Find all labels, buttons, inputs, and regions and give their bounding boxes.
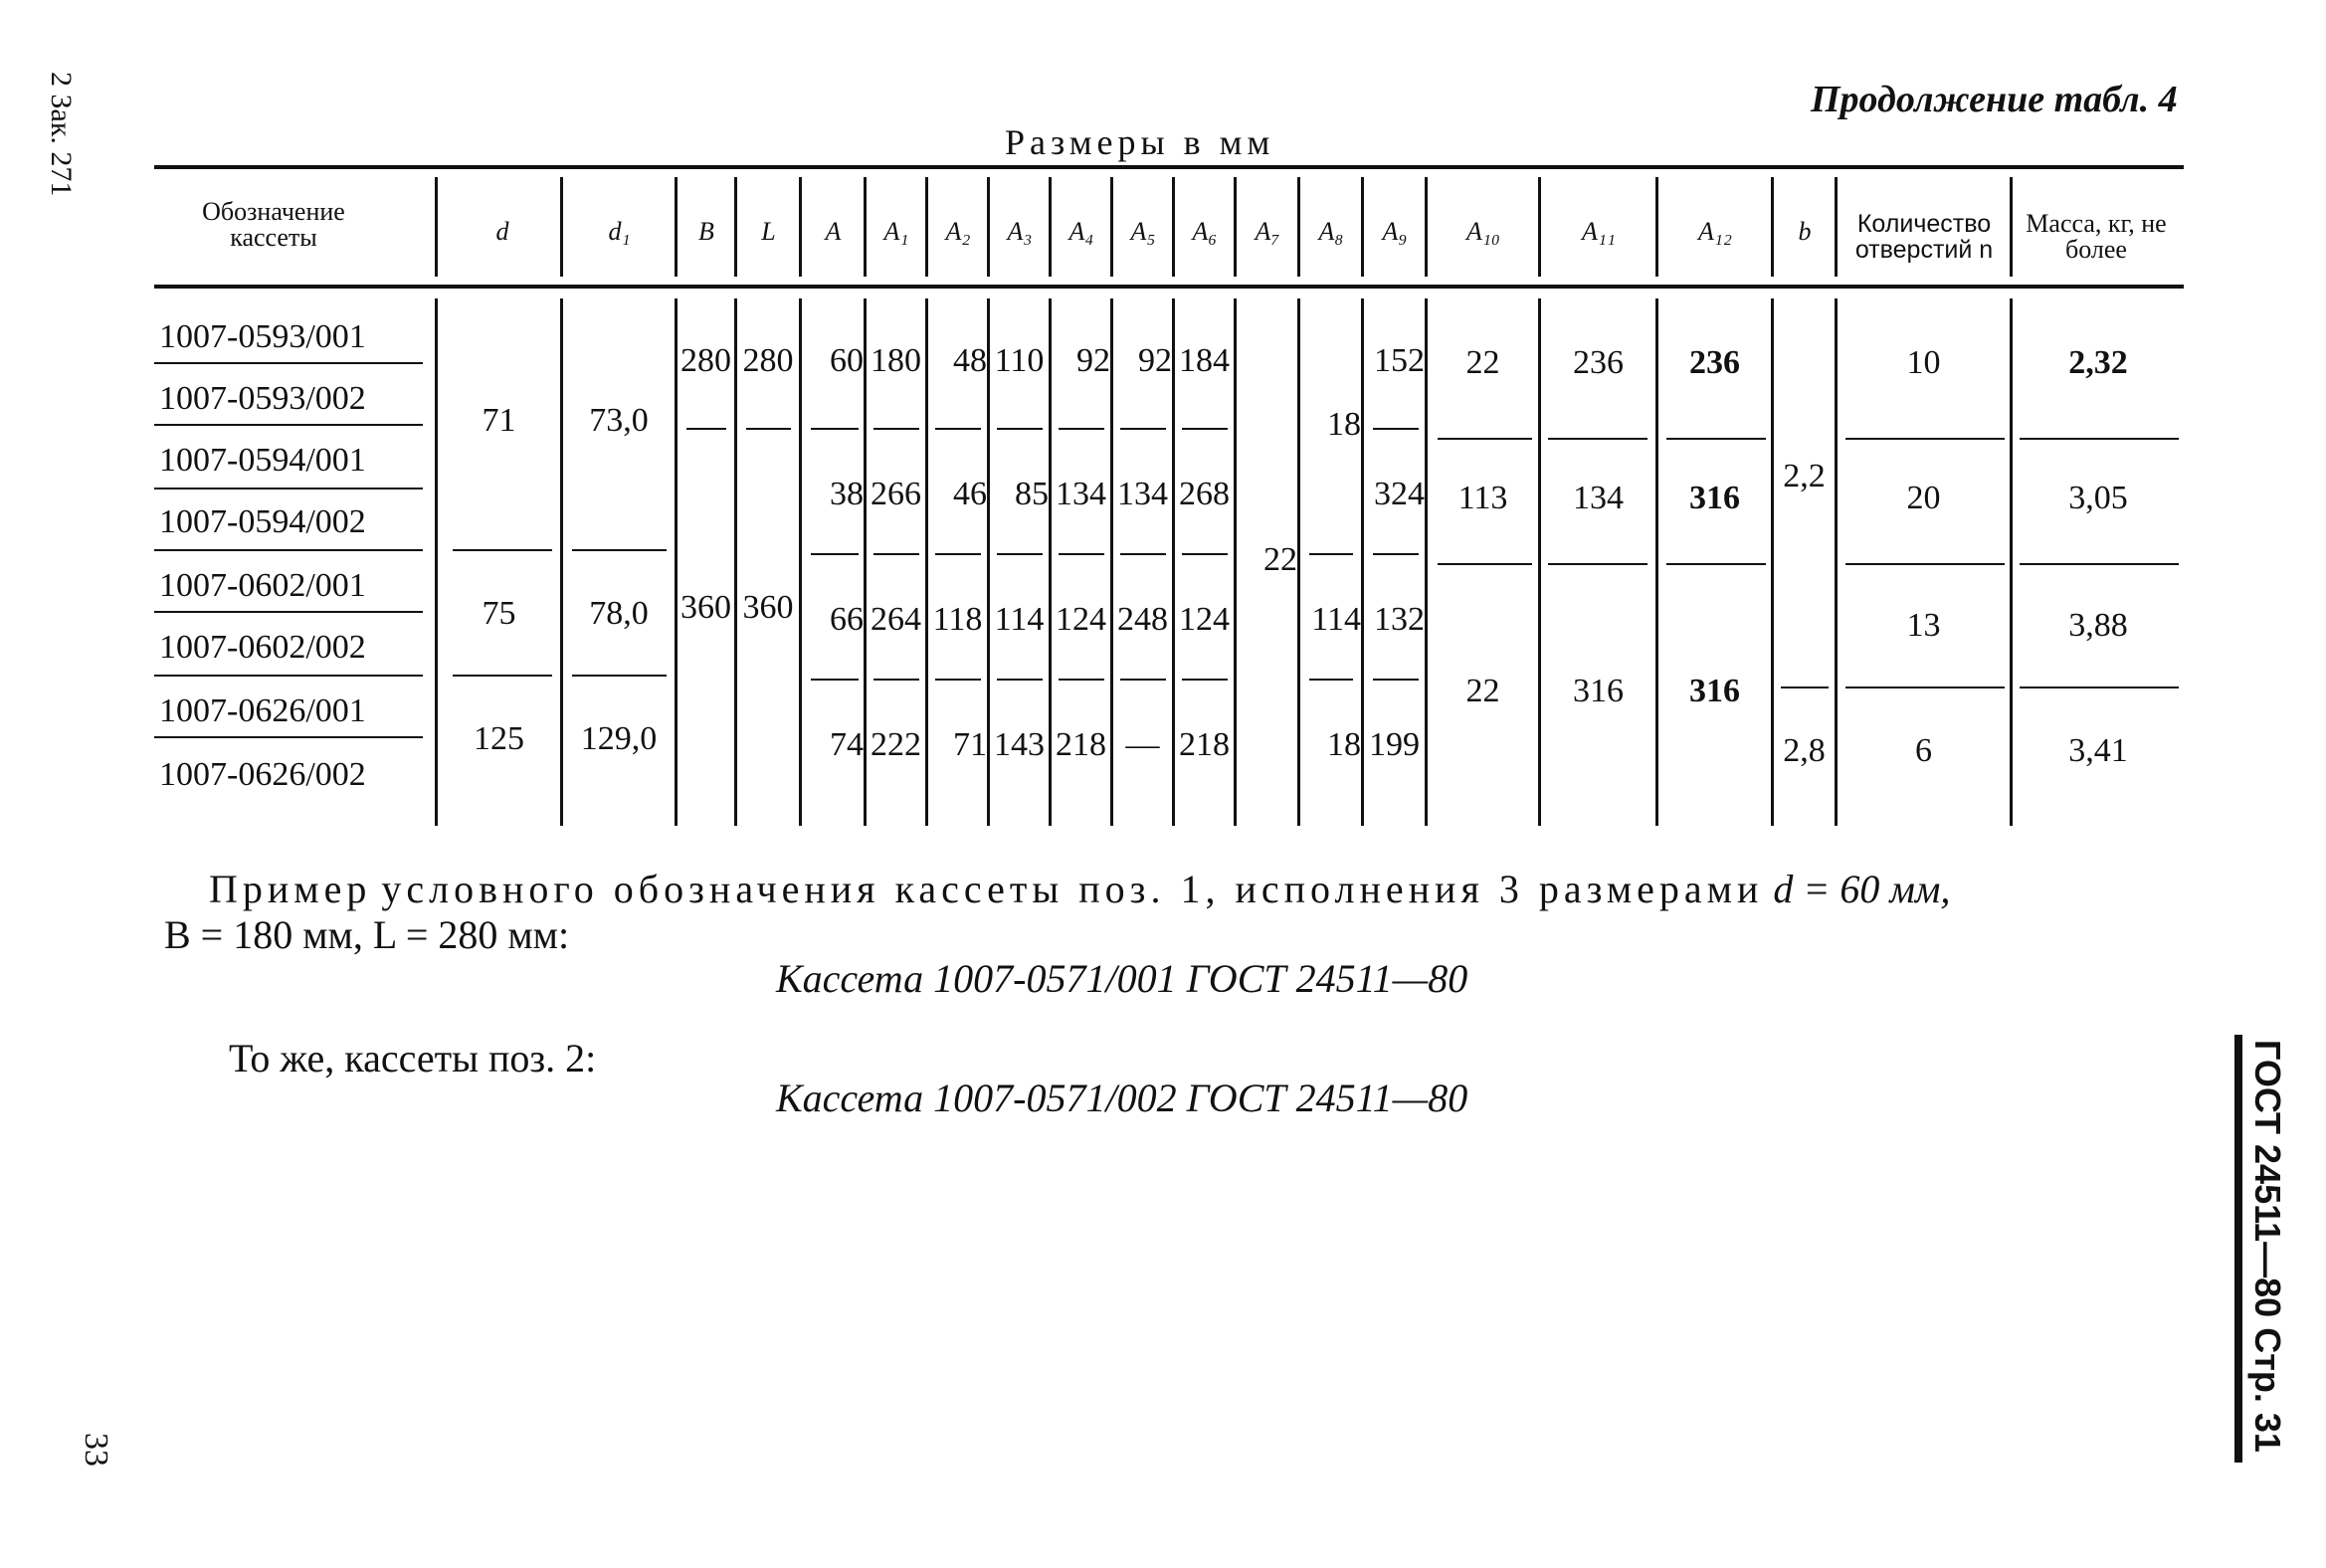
- header-A12: A₁₂: [1698, 217, 1732, 246]
- A1-value: 266: [871, 476, 921, 512]
- units-caption: Размеры в мм: [1005, 122, 1275, 162]
- example-lead: Пример: [209, 867, 372, 911]
- code-cell: 1007-0594/002: [159, 503, 366, 540]
- A1-value: 180: [871, 342, 921, 379]
- B-value: 360: [680, 589, 731, 626]
- d-value: 125: [474, 720, 524, 757]
- b-value: 2,2: [1783, 458, 1826, 494]
- A10-value: 113: [1457, 480, 1508, 516]
- header-b: b: [1798, 217, 1812, 246]
- A6-value: 268: [1179, 476, 1230, 512]
- A-value: 74: [830, 726, 864, 763]
- example-text: условного обозначения кассеты поз. 1, исполнения 3 размерами: [381, 867, 1764, 911]
- A1-value: 222: [871, 726, 921, 763]
- A7-value: 22: [1263, 541, 1297, 578]
- header-bottom-rule: [154, 285, 2184, 289]
- d-value: 75: [482, 595, 516, 632]
- A8-value: 18: [1327, 726, 1361, 763]
- A9-value: 132: [1374, 601, 1425, 638]
- B-value: 280: [680, 342, 731, 379]
- A5-value: 92: [1138, 342, 1172, 379]
- A2-value: 118: [932, 601, 983, 638]
- mass-value: 3,05: [2068, 480, 2128, 516]
- example-designation-1: Кассета 1007-0571/001 ГОСТ 24511—80: [776, 956, 1468, 1001]
- holes-value: 13: [1906, 607, 1941, 644]
- mass-value: 3,41: [2068, 732, 2128, 769]
- A8-value: 114: [1311, 601, 1361, 638]
- code-cell: 1007-0602/002: [159, 629, 366, 666]
- holes-value: 6: [1915, 732, 1932, 769]
- A4-value: 92: [1076, 342, 1110, 379]
- A5-value: —: [1125, 726, 1160, 763]
- L-value: 360: [742, 589, 794, 626]
- A-value: 38: [830, 476, 864, 512]
- code-cell: 1007-0593/001: [159, 318, 366, 355]
- table-top-rule: [154, 165, 2184, 169]
- A10-value: 22: [1465, 344, 1500, 381]
- d1-value: 78,0: [589, 595, 649, 632]
- A6-value: 184: [1179, 342, 1230, 379]
- example-d: d = 60 мм,: [1773, 867, 1951, 911]
- table-continuation-caption: Продолжение табл. 4: [1811, 79, 2178, 120]
- A3-value: 114: [994, 601, 1045, 638]
- page-number: 33: [78, 1433, 114, 1467]
- d1-value: 129,0: [580, 720, 658, 757]
- code-cell: 1007-0593/002: [159, 380, 366, 417]
- mass-value: 2,32: [2068, 344, 2128, 381]
- A3-value: 85: [1015, 476, 1049, 512]
- header-code: Обозначение кассеты: [202, 197, 345, 252]
- A4-value: 134: [1056, 476, 1106, 512]
- A12-value: 236: [1689, 344, 1740, 381]
- header-L: L: [761, 217, 776, 246]
- code-cell: 1007-0602/001: [159, 567, 366, 604]
- A9-value: 199: [1369, 726, 1420, 763]
- header-A8: A₈: [1318, 217, 1344, 246]
- A2-value: 71: [953, 726, 987, 763]
- A3-value: 110: [994, 342, 1045, 379]
- L-value: 280: [742, 342, 794, 379]
- A12-value: 316: [1689, 673, 1740, 709]
- A11-value: 236: [1573, 344, 1624, 381]
- b-value: 2,8: [1783, 732, 1826, 769]
- A5-value: 248: [1117, 601, 1168, 638]
- holes-value: 20: [1906, 480, 1941, 516]
- A8-value: 18: [1327, 406, 1361, 443]
- header-A3: A₃: [1007, 217, 1033, 246]
- A12-value: 316: [1689, 480, 1740, 516]
- A6-value: 124: [1179, 601, 1230, 638]
- example-paragraph-cont: B = 180 мм, L = 280 мм:: [164, 912, 570, 957]
- A11-value: 134: [1573, 480, 1624, 516]
- A-value: 66: [830, 601, 864, 638]
- example-paragraph: [209, 866, 1950, 912]
- A10-value: 22: [1465, 673, 1500, 709]
- A-value: 60: [830, 342, 864, 379]
- header-mass: Масса, кг, не более: [2026, 209, 2167, 264]
- A3-value: 143: [994, 726, 1045, 763]
- d-value: 71: [482, 402, 516, 439]
- holes-value: 10: [1906, 344, 1941, 381]
- A11-value: 316: [1573, 673, 1624, 709]
- A2-value: 48: [953, 342, 987, 379]
- standard-page-label: ГОСТ 24511—80 Стр. 31: [2247, 1040, 2288, 1453]
- code-cell: 1007-0626/001: [159, 692, 366, 729]
- A4-value: 124: [1056, 601, 1106, 638]
- example-designation-2: Кассета 1007-0571/002 ГОСТ 24511—80: [776, 1076, 1468, 1120]
- header-A9: A₉: [1382, 217, 1408, 246]
- header-A6: A₆: [1192, 217, 1218, 246]
- A2-value: 46: [953, 476, 987, 512]
- header-d1: d₁: [608, 217, 631, 246]
- header-A10: A₁₀: [1466, 217, 1500, 246]
- header-A5: A₅: [1130, 217, 1156, 246]
- A4-value: 218: [1056, 726, 1106, 763]
- header-A: A: [825, 217, 842, 246]
- code-cell: 1007-0594/001: [159, 442, 366, 479]
- order-number: 2 Зак. 271: [45, 72, 78, 197]
- code-cell: 1007-0626/002: [159, 756, 366, 793]
- margin-rule: [2234, 1035, 2242, 1463]
- header-A2: A₂: [945, 217, 971, 246]
- A6-value: 218: [1179, 726, 1230, 763]
- header-d: d: [495, 217, 509, 246]
- same-for-pos-2: То же, кассеты поз. 2:: [229, 1036, 597, 1080]
- A5-value: 134: [1117, 476, 1168, 512]
- header-A4: A₄: [1068, 217, 1094, 246]
- header-A1: A₁: [883, 217, 909, 246]
- header-holes: Количество отверстий n: [1854, 210, 1994, 264]
- A9-value: 324: [1374, 476, 1425, 512]
- header-A7: A₇: [1255, 217, 1280, 246]
- d1-value: 73,0: [589, 402, 649, 439]
- header-A11: A₁₁: [1582, 217, 1616, 246]
- A9-value: 152: [1374, 342, 1425, 379]
- header-B: B: [698, 217, 714, 246]
- A1-value: 264: [871, 601, 921, 638]
- mass-value: 3,88: [2068, 607, 2128, 644]
